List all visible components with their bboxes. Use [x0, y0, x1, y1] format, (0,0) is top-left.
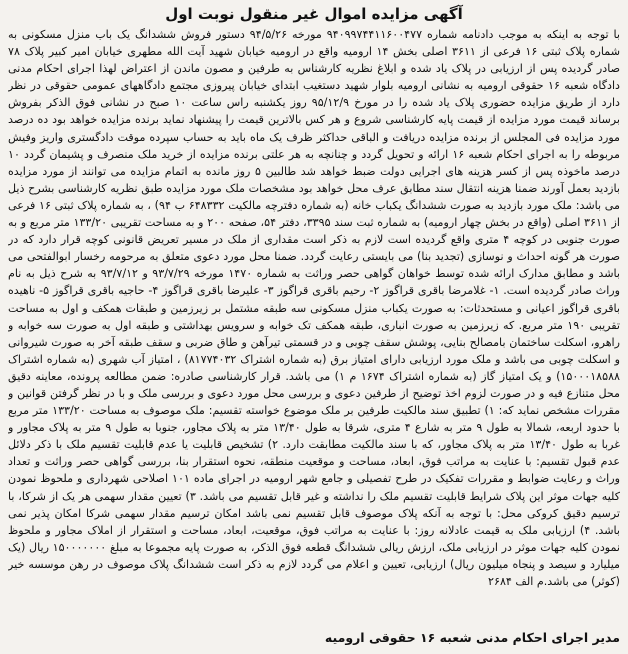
notice-title: آگهی مزایده اموال غیر منقول نوبت اول	[165, 5, 463, 23]
notice-signature: مدیر اجرای احکام مدنی شعبه ۱۶ حقوقی ارومیه	[324, 630, 620, 645]
notice-body: با توجه به اینکه به موجب دادنامه شماره ۹۴۰۹۹۷۴۴۱۱۶۰۰۴۷۷ مورخه ۹۴/۵/۲۶ دستور فروش ششدانگ یک باب منزل مسکونی به شماره پلاک ثبتی ۱۶ فرعی از ۳۶۱۱ اصلی بخش ۱۴ ارومیه واقع در ارومیه خیابان شهید آیت الله مطهری خیابان امیر کبیر پلاک ۷۸ صادر گردیده پس از ارزیابی در پلاک یاد شده و ابلاغ نظریه کارشناس به طرفین و مصون ماندن از اعتراض لهذا اجرای احکام مدنی دادگاه شعبه ۱۶ حقوقی ارومیه به نشانی ارومیه بلوار شهید دستغیب ابتدای خیابان پیروزی مجتمع دادگاههای عمومی حقوقی در نظر دارد از طریق مزایده حضوری پلاک یاد شده را در مورخ ۹۵/۱۲/۹ روز یکشنبه راس ساعت ۱۰ صبح در نشانی فوق الذکر بفروش برساند قیمت مورد مزایده از قیمت پایه کارشناسی شروع و هر کس بالاترین قیمت را پیشنهاد نماید برنده مزایده خواهد بود ده درصد مورد مزایده فی المجلس از برنده مزایده دریافت و الباقی حداکثر ظرف یک ماه باید به حساب سپرده موقت دادگستری واریز وفیش مربوطه را به اجرای احکام شعبه ۱۶ ارائه و تحویل گردد و چنانچه به هر علتی برنده مزایده از خرید ملک منصرف و پشیمان گردد ۱۰ درصد ماخوذه پس از کسر هزینه های اجرایی دولت ضبط خواهد شد طالبین ۵ روز مانده به اتمام مزایده می توانند از مورد مزایده بازدید بعمل آورند ضمنا هزینه انتقال سند مطابق عرف محل خواهد بود مشخصات ملک مورد مزایده طبق نظریه کارشناسی بشرح ذیل می باشد: ملک مورد بازدید به صورت ششدانگ یکباب خانه (به شماره دفترچه مالکیت ۶۴۸۳۳۲ ب ۹۴) ، به شماره پلاک ثبتی ۱۶ فرعی از ۳۶۱۱ اصلی (واقع در بخش چهار ارومیه) به شماره ثبت سند ۳۳۹۵، دفتر ۵۴، صفحه ۲۰۰ و به مساحت تقریبی ۱۳۳/۲۰ متر مربع و به صورت جنوبی در کوچه ۴ متری واقع گردیده است لازم به ذکر است مقداری از ملک در مسیر تعریض قانونی کوچه قرار دارد که در صورت هر گونه احداث و نوسازی (تجدید بنا) می بایستی رعایت گردد. ضمنا محل مورد دعوی متعلق به مرحومه رخسار ابوالفتحی می باشد و مطابق مدارک ارائه شده توسط خواهان گواهی حصر وراثت به شماره ۱۴۷۰ مورخه ۹۳/۷/۲۹ و ۹۳/۷/۱۲ به شرح ذیل به نام وراث صادر گردیده است. ۱- غلامرضا باقری قراگوز ۲- رحیم باقری قراگوز ۳- علیرضا باقری قراگوز ۴- حاجیه باقری قراگوز ۵- ناهیده باقری قراگوز اعیانی و مستحدثات: به صورت یکباب منزل مسکونی سه طبقه مشتمل بر زیرزمین و طبقات همکف و اول به مساحت تقریبی ۱۹۰ متر مربع. که زیرزمین به صورت انباری، طبقه همکف تک خوابه و سرویس بهداشتی و طبقه اول به صورت سه خوابه و راهرو، اسکلت ساختمان بامصالح بنایی، پوشش سقف چوبی و در قسمتی تیرآهن و طاق ضربی و سقف طبقه آخر به صورت شیروانی و اسکلت چوبی می باشد و ملک مورد ارزیابی دارای امتیاز برق (به شماره اشتراک ۸۱۷۷۴۰۳۲) ، امتیاز آب شهری (به شماره اشتراک ۱۵۰۰۰۱۸۵۸۸) و یک امتیاز گاز (به شماره اشتراک ۱۶۷۴ م ۱) می باشد. قرار کارشناسی صادره: ضمن مطالعه پرونده، معاینه دقیق محل متنازع فیه و در صورت لزوم اخذ توضیح از طرفین دعوی و بررسی محل مورد دعوی و بررسی ملک و با در نظر گرفتن قوانین و مقررات مشخص نماید که: ۱) تطبیق سند مالکیت طرفین بر ملک موضوع خواسته تقسیم: ملک موصوف به مساحت ۱۳۳/۲۰ متر مربع با حدود اربعه، شمالا به طول ۹ متر به شارع ۴ متری، شرقا به طول ۱۳/۴۰ متر به پلاک مجاور، جنوبا به طول ۹ متر به پلاک مجاور و غربا به طول ۱۳/۴۰ متر به پلاک مجاور، که با سند مالکیت مطابقت دارد. ۲) تشخیص قابلیت یا عدم قابلیت تقسیم ملک با ذکر دلائل عدم قبول تقسیم: با عنایت به مراتب فوق، ابعاد، مساحت و موقعیت منطقه، نحوه استقرار بنا، بررسی گواهی حصر وراثت و تعداد وراث و رعایت ضوابط و مقررات تفکیک در طرح تفصیلی و جامع شهر ارومیه در اجرای ماده ۱۰۱ اصلاحی شهرداری و ملحوظ نمودن کلیه جهات موثر این پلاک شرایط قابلیت تقسیم ملک را نداشته و غیر قابل تقسیم می باشد. ۳) تعیین مقدار سهمی هر یک از شرکا، با ترسیم دقیق کروکی محل: با توجه به آنکه پلاک موصوف قابل تقسیم نمی باشد امکان ترسیم مقدار سهمی شرکا امکان پذیر نمی باشد. ۴) ارزیابی ملک به قیمت عادلانه روز: با عنایت به مراتب فوق، موقعیت، ابعاد، مساحت و استقرار از املاک مجاور و ملحوظ نمودن کلیه جهات موثر در ارزیابی ملک، ارزش ریالی ششدانگ قطعه فوق الذکر، به صورت پایه مجموعا به مبلغ ۱۵۰۰۰۰۰۰۰ ریال (یک میلیارد و سیصد و پنجاه میلیون ریال) ارزیابی، تعیین و اعلام می گردد لازم به ذکر است ششدانگ پلاک موصوف در رهن موسسه خیر (کوثر) می باشد.م الف ۲۶۸۴	[8, 28, 620, 588]
